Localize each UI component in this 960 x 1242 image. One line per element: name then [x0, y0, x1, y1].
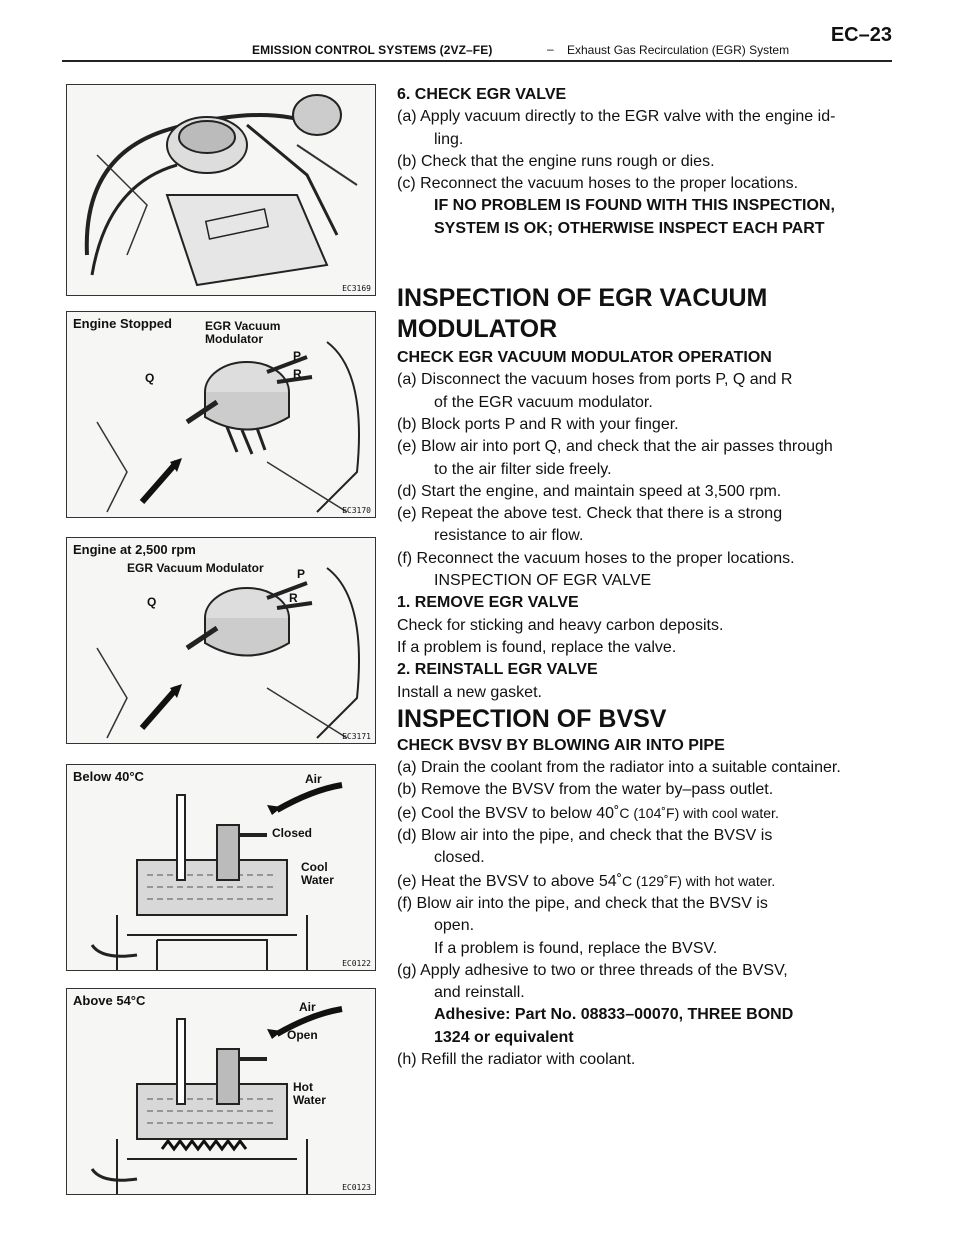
header-section: EMISSION CONTROL SYSTEMS (2VZ–FE) — [252, 43, 493, 57]
step-text: (a) Apply vacuum directly to the EGR valve with the engine id- — [397, 108, 836, 126]
page-number: EC–23 — [830, 24, 892, 46]
page-header — [62, 18, 892, 62]
step-title: 2. REINSTALL EGR VALVE — [397, 661, 598, 679]
port-p-label: P — [297, 567, 306, 581]
figure-code: EC0123 — [342, 1183, 371, 1192]
water-label: Hot Water — [293, 1080, 326, 1107]
figure-code: EC3171 — [342, 732, 371, 741]
adhesive-note: Adhesive: Part No. 08833–00070, THREE BOND — [434, 1006, 794, 1024]
egr-valve-illustration — [67, 85, 376, 296]
step-text: (b) Block ports P and R with your finger. — [397, 415, 679, 433]
figure-code: EC3170 — [342, 506, 371, 515]
modulator-heading-cont: MODULATOR — [397, 315, 558, 344]
figure-title: Above 54°C — [73, 993, 146, 1008]
figure-engine-stopped — [66, 311, 376, 518]
step-text: Install a new gasket. — [397, 683, 542, 701]
step-text: (d) Blow air into the pipe, and check that the BVSV is — [397, 827, 773, 845]
bvsv-hot-water-illustration — [67, 989, 376, 1195]
step-text: closed. — [434, 849, 485, 867]
step-text: (b) Remove the BVSV from the water by–pass outlet. — [397, 781, 774, 799]
port-q-label: Q — [147, 595, 157, 609]
step-text: If a problem is found, replace the valve. — [397, 638, 677, 656]
step-text: (c) Reconnect the vacuum hoses to the proper locations. — [397, 175, 799, 193]
step-text: (b) Check that the engine runs rough or dies. — [397, 152, 715, 170]
step-text: (h) Refill the radiator with coolant. — [397, 1050, 636, 1068]
step-text: (e) Repeat the above test. Check that there is a strong — [397, 505, 783, 523]
step-text: (f) Reconnect the vacuum hoses to the proper locations. — [397, 549, 795, 567]
bvsv-subheading: CHECK BVSV BY BLOWING AIR INTO PIPE — [397, 736, 725, 754]
egr-valve-title: 6. CHECK EGR VALVE — [397, 86, 567, 103]
figure-above-54 — [66, 988, 376, 1195]
modulator-heading: INSPECTION OF EGR VACUUM — [397, 284, 768, 313]
air-label: Air — [299, 1000, 316, 1014]
step-text: (a) Disconnect the vacuum hoses from ports P, Q and R — [397, 371, 793, 389]
step-text-small: C (104˚F) with cool water. — [619, 804, 779, 821]
port-r-label: R — [293, 367, 302, 381]
procedure-text — [397, 84, 877, 1071]
valve-state-label: Closed — [272, 826, 313, 840]
figure-engine-2500 — [66, 537, 376, 744]
port-r-label: R — [289, 591, 298, 605]
step-text: ling. — [434, 130, 464, 148]
step-text: (d) Start the engine, and maintain speed at 3,500 rpm. — [397, 482, 782, 500]
air-label: Air — [305, 772, 322, 786]
port-p-label: P — [293, 349, 302, 363]
step-text-main: (e) Heat the BVSV to above 54˚ — [397, 872, 623, 890]
step-text: (a) Drain the coolant from the radiator into a suitable container. — [397, 759, 841, 777]
step-text: to the air filter side freely. — [434, 460, 612, 478]
water-label: Cool Water — [301, 860, 334, 887]
figure-title: Engine at 2,500 rpm — [73, 542, 196, 557]
figure-code: EC0122 — [342, 959, 371, 968]
step-text — [397, 870, 877, 893]
header-subsection: Exhaust Gas Recirculation (EGR) System — [567, 43, 790, 57]
step-text-small: C (129˚F) with hot water. — [622, 872, 776, 889]
figure-below-40 — [66, 764, 376, 971]
step-title: 1. REMOVE EGR VALVE — [397, 594, 579, 612]
port-q-label: Q — [145, 371, 155, 385]
figure-title: Below 40°C — [73, 769, 144, 784]
step-text: INSPECTION OF EGR VALVE — [434, 572, 652, 590]
header-dash: – — [547, 42, 554, 56]
modulator-subheading: CHECK EGR VACUUM MODULATOR OPERATION — [397, 349, 772, 367]
step-text: Check for sticking and heavy carbon deposits. — [397, 616, 724, 634]
note-text: SYSTEM IS OK; OTHERWISE INSPECT EACH PART — [434, 219, 825, 237]
bvsv-heading: INSPECTION OF BVSV — [397, 704, 667, 733]
step-text: (e) Blow air into port Q, and check that the air passes through — [397, 438, 833, 456]
modulator-label: EGR Vacuum Modulator — [127, 561, 264, 575]
figure-egr-valve — [66, 84, 376, 296]
note-text: IF NO PROBLEM IS FOUND WITH THIS INSPECTION, — [434, 197, 835, 215]
modulator-label: EGR Vacuum Modulator — [205, 319, 281, 346]
step-text: resistance to air flow. — [434, 527, 584, 545]
step-text: of the EGR vacuum modulator. — [434, 393, 653, 411]
step-text: (g) Apply adhesive to two or three threads of the BVSV, — [397, 961, 788, 979]
step-text: open. — [434, 917, 475, 935]
figure-code: EC3169 — [342, 284, 371, 293]
step-text: If a problem is found, replace the BVSV. — [434, 939, 718, 957]
step-text: and reinstall. — [434, 984, 525, 1002]
adhesive-note: 1324 or equivalent — [434, 1028, 574, 1046]
valve-state-label: Open — [287, 1028, 318, 1042]
figure-title: Engine Stopped — [73, 316, 172, 331]
step-text — [397, 802, 877, 825]
step-text-main: (e) Cool the BVSV to below 40˚ — [397, 804, 620, 822]
step-text: (f) Blow air into the pipe, and check that the BVSV is — [397, 894, 768, 912]
